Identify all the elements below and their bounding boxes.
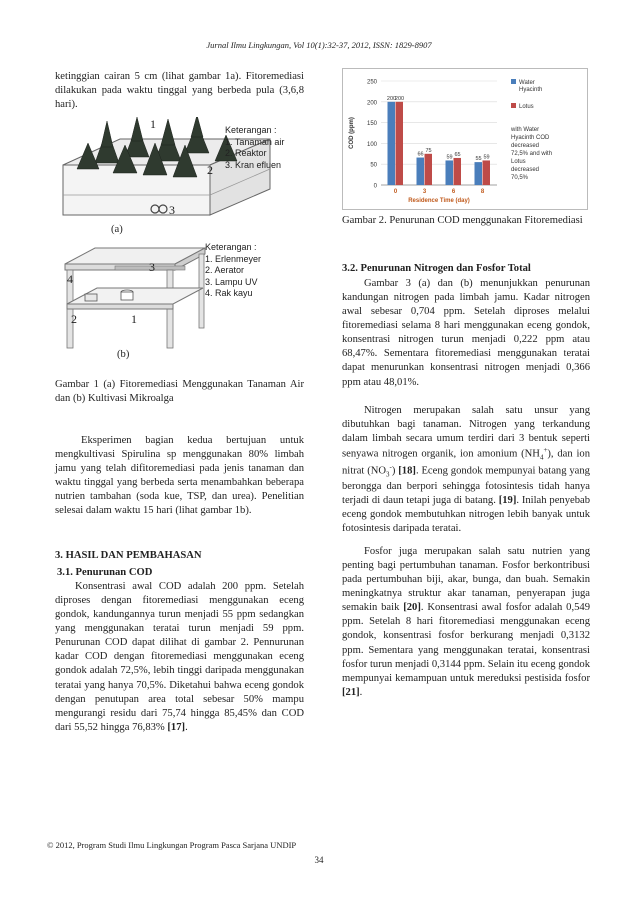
data-label: 75 — [425, 147, 432, 154]
legend-swatch — [511, 103, 516, 108]
intro-paragraph: ketinggian cairan 5 cm (lihat gambar 1a). Fitoremediasi dilakukan pada waktu tinggal yang berbeda pula (3,6,8 hari). — [55, 71, 304, 111]
citation: [21] — [342, 686, 360, 698]
section-3-1-heading: 3.1. Penurunan COD — [57, 567, 153, 578]
legend-label: Hyacinth — [519, 87, 543, 93]
data-label: 59 — [446, 154, 453, 161]
legend-item: 3. Lampu UV — [205, 276, 258, 287]
legend-label: Lotus — [519, 104, 534, 110]
x-tick-label: 6 — [451, 189, 456, 195]
figure-1b-label-1: 1 — [131, 312, 137, 326]
figure-1b — [55, 242, 315, 364]
data-label: 59 — [483, 154, 490, 161]
legend-item: 2. Aerator — [205, 265, 245, 276]
x-tick-label: 3 — [422, 189, 427, 195]
chart-annotation: Hyacinth COD — [511, 135, 550, 141]
figure-1a-label-3: 3 — [169, 203, 175, 217]
figure-2-caption: Gambar 2. Penurunan COD menggunakan Fitoremediasi — [342, 215, 583, 226]
figure-1a — [55, 117, 315, 237]
nitrogen-paragraph: Gambar 3 (a) dan (b) menunjukkan penurunan kandungan nitrogen pada limbah jamu. Kadar nitrogen awal sebesar 0,704 ppm. Setelah diproses melalui fitoremediasi selama 8 hari menggunakan eceng gondok, konsentrasi nitrogen turun menjadi 0,222 ppm atau 68,47%. Sementara fitoremediasi menggunakan teratai dapat menurunkan konsentrasi nitrogen menjadi 0,366 ppm atau 48,01%. — [342, 278, 590, 388]
citation: [19] — [498, 495, 517, 507]
bar — [483, 160, 491, 185]
figure-1a-label-2: 2 — [207, 163, 213, 177]
chart-annotation: Lotus — [511, 159, 526, 165]
y-tick-label: 50 — [370, 162, 377, 169]
data-label: 55 — [475, 156, 482, 163]
bar — [417, 158, 425, 185]
figure-1b-label-4: 4 — [67, 272, 73, 286]
legend-item: 3. Kran efluen — [225, 159, 282, 170]
chart-annotation: decreased — [511, 143, 540, 149]
data-label: 66 — [417, 151, 424, 158]
y-tick-label: 150 — [366, 121, 377, 128]
journal-header: Jurnal Ilmu Lingkungan, Vol 10(1):32-37, 2012, ISSN: 1829-8907 — [206, 40, 432, 50]
bar — [388, 102, 396, 185]
cod-paragraph: Konsentrasi awal COD adalah 200 ppm. Setelah diproses dengan fitoremediasi menggunakan eceng gondok, kandungannya turun menjadi 55 ppm sedangkan yang menggunakan teratai turun menjadi 59 ppm. Penurunan COD dapat dilihat di gambar 2. Pennurunan kadar COD dengan fitoremediasi menggunakan eceng gondok adalah 72,5%, lebih tinggi daripada menggunakan teratai yang hanya 70,5%. Diketahui bahwa eceng gondok dengan penutupan area total sebesar 50% mampu mengurangi residu dari 75,74 hingga 85,45% dan COD dari 55,52 hingga 76,83% [17]. — [55, 581, 304, 733]
figure-1b-label-2: 2 — [71, 312, 77, 326]
bar — [454, 158, 462, 185]
copyright-footer: © 2012, Program Studi Ilmu Lingkungan Program Pasca Sarjana UNDIP — [47, 840, 297, 850]
cod-bar-chart — [343, 69, 587, 209]
legend-item: 1. Erlenmeyer — [205, 253, 262, 264]
nitrogen-forms-paragraph: Nitrogen merupakan salah satu unsur yang dibutuhkan bagi tanaman. Nitrogen yang terkandung dalam limbah secara umum terdiri dari 3 bentuk seperti senyawa nitrogen organik, ion amonium $(NH_4^+)$, dan ion nitrat $(NO_3^-)$ [18]. Eceng gondok mempunyai batang yang berongga dan berpori sehingga fotosintesis tidah hanya terjadi di daun tetapi juga di batang. [19]. Inilah penyebab eceng gondok membutuhkan nitrogen lebih banyak untuk fotosintesis daripada teratai. — [342, 405, 591, 535]
legend-title: Keterangan : — [225, 125, 277, 135]
experiment-paragraph: Eksperimen bagian kedua bertujuan untuk mengkultivasi Spirulina sp menggunakan 80% limbah jamu yang telah difitoremediasi pada jenis tanaman dan waktu tinggal yang berbeda serta menambahkan beberapa nutrien tambahan (soda kue, TSP, dan urea). Penelitian selesai dalam waktu 15 hari (lihat gambar 1b). — [55, 435, 304, 517]
data-label: 200 — [386, 95, 397, 102]
bar — [425, 154, 433, 185]
figure-2-chart — [342, 68, 588, 210]
legend-swatch — [511, 79, 516, 84]
x-axis-label: Residence Time (day) — [408, 198, 470, 204]
citation: [20] — [403, 602, 421, 614]
figure-1b-caption: (b) — [117, 349, 130, 360]
cultivation-illustration — [55, 242, 315, 364]
citation: [18] — [398, 465, 416, 477]
chart-annotation: 72,5% and with — [511, 151, 553, 157]
x-tick-label: 0 — [393, 189, 398, 195]
figure-1-caption: Gambar 1 (a) Fitoremediasi Menggunakan Tanaman Air dan (b) Kultivasi Mikroalga — [55, 379, 304, 405]
bar — [446, 160, 454, 185]
figure-1a-legend — [225, 125, 284, 171]
phosphorus-paragraph: Fosfor juga merupakan salah satu nutrien yang penting bagi pertumbuhan tanaman. Fosfor berkontribusi pada pertumbuhan biji, akar, bunga, dan buah. Semakin meningkatnya struktur akar tanaman, penyerapan juga semakin baik [20]. Konsentrasi awal fosfor adalah 0,549 ppm. Setelah 8 hari fitoremediasi menggunakan eceng gondok, konsentrasi fosfor berkurang menjadi 0,3132 ppm. Sementara yang menggunakan teratai, konsentrasi fosfor turun menjadi 0,3144 ppm. Selain itu eceng gondok mempunyai kemampuan untuk mereduksi pestisida fosfor [21]. — [342, 546, 590, 698]
figure-1a-label-1: 1 — [150, 117, 156, 131]
figure-1b-label-3: 3 — [149, 260, 155, 274]
section-3-2-heading: 3.2. Penurunan Nitrogen dan Fosfor Total — [342, 263, 531, 274]
bar — [396, 102, 404, 185]
y-tick-label: 250 — [366, 79, 377, 86]
bar — [475, 162, 483, 185]
legend-item: 1. Tanaman air — [225, 136, 285, 147]
y-tick-label: 100 — [366, 141, 377, 148]
y-axis-label: COD (ppm) — [349, 117, 355, 149]
legend-label: Water — [519, 80, 535, 86]
x-tick-label: 8 — [480, 189, 485, 195]
data-label: 200 — [394, 95, 405, 102]
legend-item: 4. Rak kayu — [205, 288, 253, 299]
page-number: 34 — [314, 855, 324, 865]
y-tick-label: 0 — [373, 183, 377, 190]
chart-annotation: with Water — [511, 127, 540, 133]
chart-annotation: decreased — [511, 167, 540, 173]
data-label: 65 — [454, 151, 461, 158]
legend-title: Keterangan : — [205, 242, 257, 252]
y-tick-label: 200 — [366, 100, 377, 107]
section-3-heading: 3. HASIL DAN PEMBAHASAN — [55, 550, 202, 561]
chart-annotation: 70,5% — [511, 175, 529, 181]
figure-1a-caption: (a) — [111, 224, 123, 235]
legend-item: 2. Reaktor — [225, 148, 267, 159]
figure-1b-legend — [205, 242, 261, 300]
citation: [17] — [167, 721, 186, 733]
